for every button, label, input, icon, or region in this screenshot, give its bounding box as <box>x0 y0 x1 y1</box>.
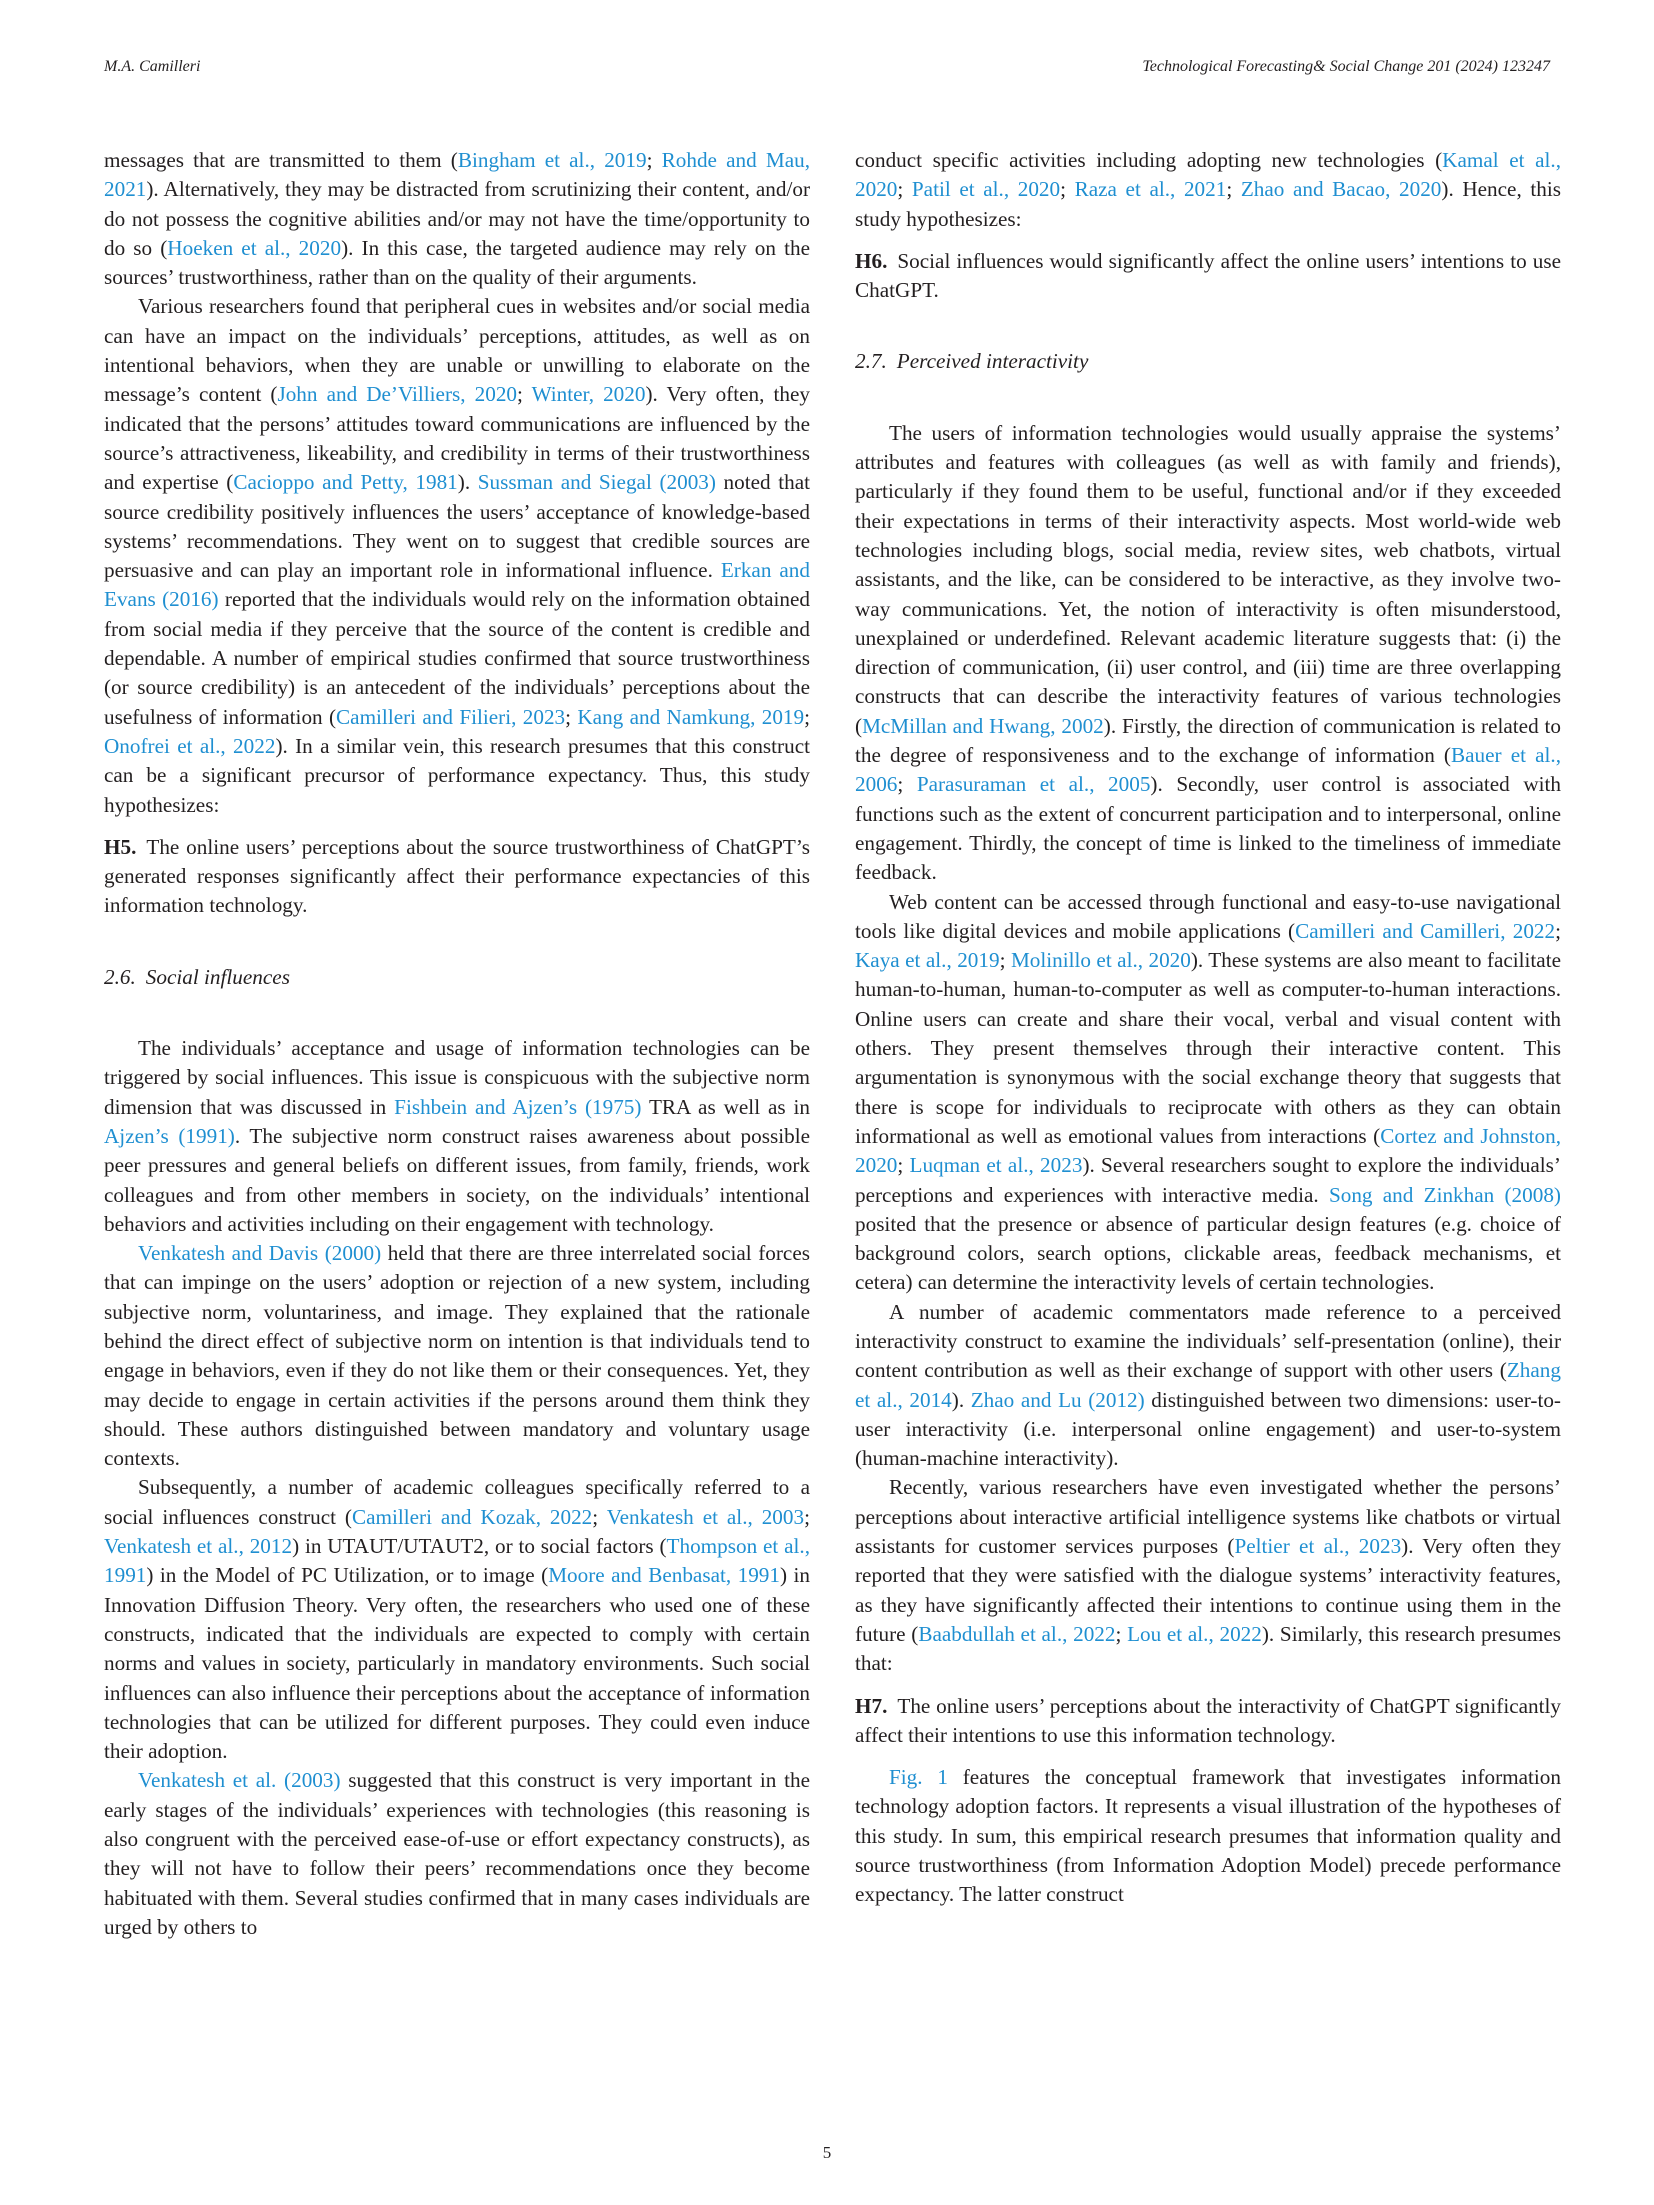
citation-link[interactable]: Zhao and Lu (2012) <box>970 1387 1145 1412</box>
citation-link[interactable]: Bauer et al., 2006 <box>855 743 1562 797</box>
citation-link[interactable]: Venkatesh et al., 2003 <box>606 1504 805 1529</box>
text-run: noted that source credibility positively influences the users’ acceptance of knowledge-based systems’ recommendations. They went on to suggest that credible sources are persuasive and can play an important role in informational influence. <box>104 470 811 583</box>
text-run: ). Several researchers sought to explore the individuals’ perceptions and experiences with interactive media. <box>855 1153 1561 1207</box>
citation-link[interactable]: Parasuraman et al., 2005 <box>916 772 1151 797</box>
text-run: ; <box>1555 918 1561 943</box>
text-run: ) in Innovation Diffusion Theory. Very often, the researchers who used one of these constructs, indicated that the individuals are expected to comply with certain norms and values in society, particularly in mandatory environments. Such social influences can also influence their perceptions about the acceptance of information technologies that can be utilized for different purposes. They could even induce their adoption. <box>104 1563 810 1764</box>
text-run: ; <box>592 1504 607 1529</box>
paragraph <box>855 146 1561 234</box>
citation-link[interactable]: Cortez and Johnston, 2020 <box>855 1123 1561 1178</box>
text-run: ). Alternatively, they may be distracted from scrutinizing their content, and/or do not possess the cognitive abilities and/or may not have the time/opportunity to do so ( <box>104 177 810 260</box>
citation-link[interactable]: Camilleri and Filieri, 2023 <box>336 704 566 729</box>
text-run: . The subjective norm construct raises awareness about possible peer pressures and general beliefs on different issues, from family, friends, work colleagues and from other members in society, on the individuals’ intentional behaviors and activities including on their engagement with technology. <box>104 1123 810 1236</box>
text-run: Web content can be accessed through functional and easy-to-use navigational tools like digital devices and mobile applications ( <box>855 889 1561 943</box>
hypothesis-h6 <box>855 247 1561 306</box>
citation-link[interactable]: Lou et al., 2022 <box>1127 1621 1262 1646</box>
text-run: ; <box>517 382 532 407</box>
right-column <box>855 146 1561 1910</box>
text-run: Various researchers found that peripheral cues in websites and/or social media can have an impact on the individuals’ perceptions, attitudes, as well as on intentional behaviors, when they are unable or unwilling to elaborate on the message’s content ( <box>104 294 810 407</box>
text-run: ). Very often, they indicated that the persons’ attitudes toward communications are influenced by the source’s attractiveness, likeability, and credibility in terms of their trustworthiness and expertise ( <box>104 382 810 495</box>
citation-link[interactable]: Kang and Namkung, 2019 <box>577 704 805 729</box>
citation-link[interactable]: Patil et al., 2020 <box>911 177 1061 202</box>
section-title: Social influences <box>145 964 290 989</box>
citation-link[interactable]: Molinillo et al., 2020 <box>1010 948 1191 973</box>
citation-link[interactable]: Bingham et al., 2019 <box>457 148 647 172</box>
citation-link[interactable]: Cacioppo and Petty, 1981 <box>233 470 458 495</box>
text-run: ; <box>1115 1621 1128 1646</box>
figure-link[interactable]: Fig. 1 <box>889 1765 948 1790</box>
citation-link[interactable]: Onofrei et al., 2022 <box>104 733 276 758</box>
text-run: ; <box>1226 177 1241 202</box>
hypothesis-h7 <box>855 1692 1561 1751</box>
paragraph <box>855 1763 1561 1909</box>
text-run: features the conceptual framework that investigates information technology adoption factors. It represents a visual illustration of the hypotheses of this study. In sum, this empirical research presumes that information quality and source trustworthiness (from Information Adoption Model) precede performance expectancy. The latter construct <box>855 1765 1561 1907</box>
paragraph <box>855 1473 1561 1678</box>
citation-link[interactable]: Kamal et al., 2020 <box>855 148 1561 202</box>
paragraph <box>104 146 810 292</box>
text-run: ). In this case, the targeted audience may rely on the sources’ trustworthiness, rather than on the quality of their arguments. <box>104 235 810 290</box>
text-run: posited that the presence or absence of particular design features (e.g. choice of background colors, search options, clickable areas, feedback mechanisms, et cetera) can determine the interactivity levels of certain technologies. <box>855 1211 1561 1295</box>
hypothesis-label: H7. <box>855 1693 888 1718</box>
text-run: A number of academic commentators made reference to a perceived interactivity construct to examine the individuals’ self-presentation (online), their content contribution as well as their exchange of support with other users ( <box>855 1299 1561 1383</box>
text-run: ; <box>999 948 1011 973</box>
section-number: 2.6. <box>104 964 136 989</box>
text-run: ). Similarly, this research presumes that: <box>855 1621 1561 1676</box>
citation-link[interactable]: McMillan and Hwang, 2002 <box>862 713 1104 738</box>
text-run: ) in the Model of PC Utilization, or to image ( <box>146 1563 549 1588</box>
text-run: ). Very often they reported that they were satisfied with the dialogue systems’ interactivity features, as they have significantly affected their intentions to continue using them in the future ( <box>855 1534 1562 1646</box>
text-run: distinguished between two dimensions: user-to-user interactivity (i.e. interpersonal online engagement) and user-to-system (human-machine interactivity). <box>855 1387 1561 1471</box>
citation-link[interactable]: Raza et al., 2021 <box>1074 177 1227 202</box>
section-title: Perceived interactivity <box>896 349 1089 374</box>
text-run: The individuals’ acceptance and usage of information technologies can be triggered by social influences. This issue is conspicuous with the subjective norm dimension that was discussed in <box>104 1036 810 1119</box>
text-run: conduct specific activities including adopting new technologies ( <box>855 148 1443 172</box>
citation-link[interactable]: John and De’Villiers, 2020 <box>277 382 518 407</box>
text-run: ; <box>897 772 917 797</box>
citation-link[interactable]: Song and Zinkhan (2008) <box>1328 1182 1561 1207</box>
citation-link[interactable]: Hoeken et al., 2020 <box>167 235 342 260</box>
running-header-author: M.A. Camilleri <box>104 58 201 75</box>
citation-link[interactable]: Fishbein and Ajzen’s (1975) <box>394 1094 642 1119</box>
text-run: ). <box>457 470 478 495</box>
citation-link[interactable]: Luqman et al., 2023 <box>909 1153 1083 1178</box>
text-run: held that there are three interrelated social forces that can impinge on the users’ adoption or rejection of a new system, including subjective norm, voluntariness, and image. They explained that the rationale behind the direct effect of subjective norm on intention is that individuals tend to engage in behaviors, even if they do not like them or their consequences. Yet, they may decide to engage in certain activities if the persons around them think they should. These authors distinguished between mandatory and voluntary usage contexts. <box>104 1241 810 1471</box>
text-run: ; <box>897 177 912 202</box>
text-run: ; <box>565 704 578 729</box>
citation-link[interactable]: Camilleri and Camilleri, 2022 <box>1295 918 1556 943</box>
text-run: ; <box>897 1153 910 1178</box>
hypothesis-h5 <box>104 833 810 921</box>
text-run: The users of information technologies would usually appraise the systems’ attributes and features with colleagues (as well as with family and friends), particularly if they found them to be useful, functional and/or if they exceeded their expectations in terms of their interactivity aspects. Most world-wide web technologies including blogs, social media, review sites, web chatbots, virtual assistants, and the like, can be considered to be interactive, as they involve two-way communications. Yet, the notion of interactivity is often misunderstood, unexplained or underdefined. Relevant academic literature suggests that: (i) the direction of communication, (ii) user control, and (iii) time are three overlapping constructs that can describe the interactivity features of various technologies ( <box>855 420 1561 738</box>
text-run: ). In a similar vein, this research presumes that this construct can be a significant precursor of performance expectancy. Thus, this study hypothesizes: <box>104 733 810 817</box>
text-run: ). Hence, this study hypothesizes: <box>855 177 1561 231</box>
citation-link[interactable]: Baabdullah et al., 2022 <box>918 1621 1116 1646</box>
text-run: ). These systems are also meant to facilitate human-to-human, human-to-computer as well as computer-to-human interactions. Online users can create and share their vocal, verbal and visual content with others. They present themselves through their interactive content. This argumentation is synonymous with the social exchange theory that suggests that there is scope for individuals to reciprocate with others as they can obtain informational as well as emotional values from interactions ( <box>855 948 1561 1148</box>
text-run: reported that the individuals would rely on the information obtained from social media if they perceive that the source of the content is credible and dependable. A number of empirical studies confirmed that source trustworthiness (or source credibility) is an antecedent of the individuals’ perceptions about the usefulness of information ( <box>104 587 811 729</box>
citation-link[interactable]: Moore and Benbasat, 1991 <box>548 1563 780 1588</box>
citation-link[interactable]: Venkatesh et al., 2012 <box>104 1534 293 1559</box>
hypothesis-text: Social influences would significantly affect the online users’ intentions to use ChatGPT. <box>855 248 1561 303</box>
text-run: messages that are transmitted to them ( <box>104 148 458 172</box>
citation-link[interactable]: Erkan and Evans (2016) <box>104 558 810 612</box>
citation-link[interactable]: Rohde and Mau, 2021 <box>104 148 811 202</box>
hypothesis-text: The online users’ perceptions about the interactivity of ChatGPT significantly affect their intentions to use this information technology. <box>855 1693 1561 1747</box>
text-run: ; <box>804 1504 810 1529</box>
citation-link[interactable]: Winter, 2020 <box>531 382 646 407</box>
citation-link[interactable]: Camilleri and Kozak, 2022 <box>351 1504 593 1529</box>
text-run: Subsequently, a number of academic colleagues specifically referred to a social influences construct ( <box>104 1475 810 1529</box>
text-run: suggested that this construct is very important in the early stages of the individuals’ experiences with technologies (this reasoning is also congruent with the perceived ease-of-use or effort expectancy constructs), as they will not have to follow their peers’ recommendations once they become habituated with them. Several studies confirmed that in many cases individuals are urged by others to <box>104 1768 810 1939</box>
text-run: ; <box>646 148 662 172</box>
paragraph <box>855 888 1561 1298</box>
hypothesis-text: The online users’ perceptions about the source trustworthiness of ChatGPT’s generated responses significantly affect their performance expectancies of this information technology. <box>104 834 810 918</box>
paragraph <box>855 419 1561 888</box>
section-heading <box>104 963 810 992</box>
paragraph <box>855 1298 1561 1474</box>
citation-link[interactable]: Zhang et al., 2014 <box>855 1358 1561 1412</box>
citation-link[interactable]: Sussman and Siegal (2003) <box>477 470 716 495</box>
text-run: ). Firstly, the direction of communication is related to the degree of responsiveness and to the exchange of information ( <box>855 713 1561 768</box>
text-run: ) in UTAUT/UTAUT2, or to social factors ( <box>292 1534 667 1559</box>
citation-link[interactable]: Venkatesh and Davis (2000) <box>138 1241 382 1266</box>
text-run: ). Secondly, user control is associated with functions such as the extent of concurrent participation and to interpersonal, online engagement. Thirdly, the concept of time is linked to the timeliness of immediate feedback. <box>855 772 1561 885</box>
page-number: 5 <box>822 2143 832 2162</box>
citation-link[interactable]: Ajzen’s (1991) <box>104 1123 235 1148</box>
left-column <box>104 146 810 1942</box>
citation-link[interactable]: Peltier et al., 2023 <box>1234 1534 1402 1559</box>
text-run: Recently, various researchers have even investigated whether the persons’ perceptions about interactive artificial intelligence systems like chatbots or virtual assistants for customer services purposes ( <box>855 1475 1561 1559</box>
citation-link[interactable]: Venkatesh et al. (2003) <box>138 1768 341 1793</box>
text-run: TRA as well as in <box>641 1094 810 1119</box>
section-heading <box>855 347 1561 376</box>
running-header-journal: Technological Forecasting& Social Change 201 (2024) 123247 <box>1142 58 1550 75</box>
text-run: ; <box>1060 177 1075 202</box>
paragraph <box>104 1239 810 1473</box>
citation-link[interactable]: Thompson et al., 1991 <box>104 1534 810 1588</box>
paragraph <box>104 1766 810 1942</box>
paragraph <box>104 292 810 819</box>
citation-link[interactable]: Zhao and Bacao, 2020 <box>1240 177 1442 202</box>
paragraph <box>104 1473 810 1766</box>
hypothesis-label: H6. <box>855 248 888 273</box>
section-number: 2.7. <box>855 349 887 374</box>
paragraph <box>104 1034 810 1239</box>
citation-link[interactable]: Kaya et al., 2019 <box>855 948 1000 973</box>
text-run: ). <box>951 1387 971 1412</box>
text-run: ; <box>804 704 811 729</box>
hypothesis-label: H5. <box>104 834 137 859</box>
